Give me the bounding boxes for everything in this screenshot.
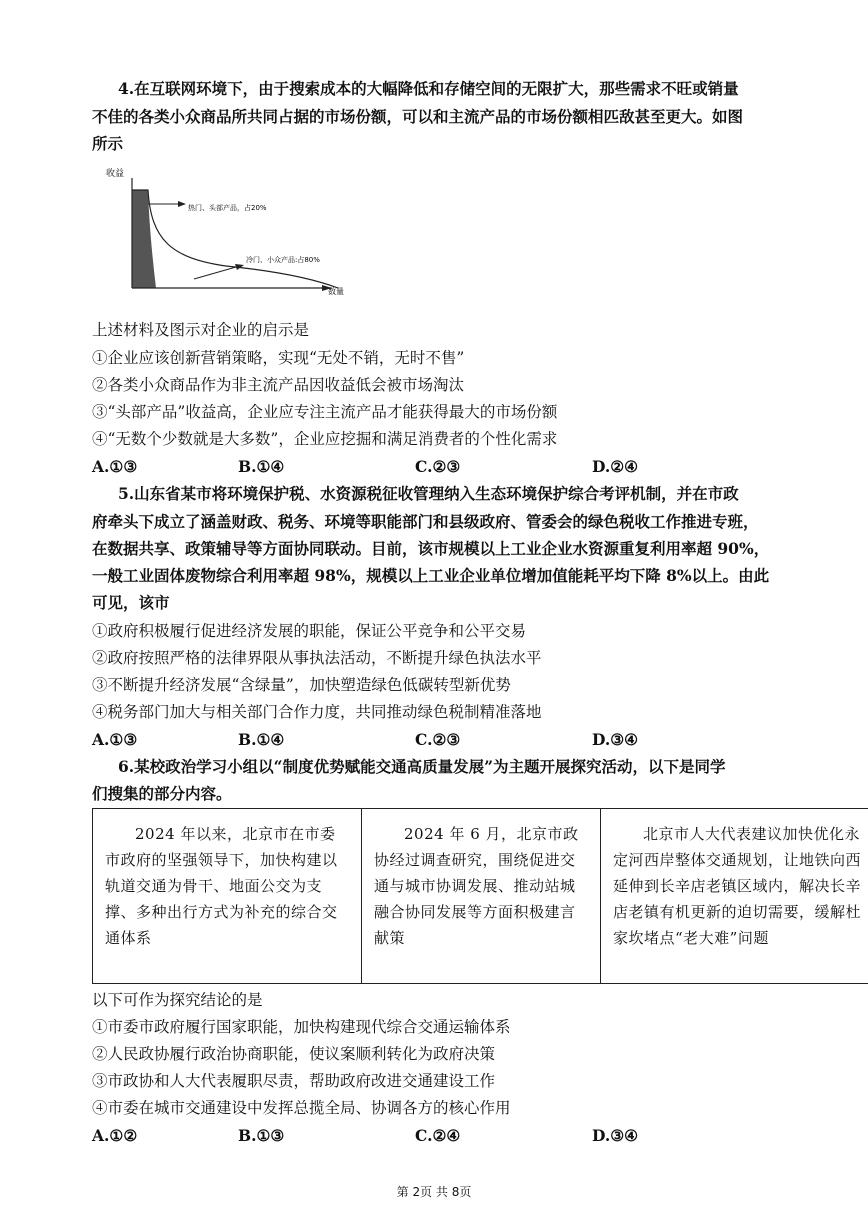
q4-stem-line-1: 4.在互联网环境下，由于搜索成本的大幅降低和存储空间的无限扩大，那些需求不旺或销量 xyxy=(118,79,739,98)
q5-item-3: ③不断提升经济发展“含绿量”，加快塑造绿色低碳转型新优势 xyxy=(92,676,511,694)
q5-option-b: B.①④ xyxy=(238,730,285,749)
q6-stem-line-2: 们搜集的部分内容。 xyxy=(92,784,232,803)
q5-stem-line-5: 可见，该市 xyxy=(92,593,170,612)
q5-item-1: ①政府积极履行促进经济发展的职能，保证公平竞争和公平交易 xyxy=(92,622,527,640)
q5-option-d: D.③④ xyxy=(592,730,639,749)
q5-option-a: A.①③ xyxy=(92,730,138,749)
q6-item-3: ③市政协和人大代表履职尽责，帮助政府改进交通建设工作 xyxy=(92,1072,496,1090)
material-cell-3: 北京市人大代表建议加快优化永定河西岸整体交通规划，让地铁向西延伸到长辛店老镇区域内，解决长辛店老镇有机更新的迫切需要，缓解杜家坎堵点“老大难”问题 xyxy=(601,809,868,984)
q6-option-a: A.①② xyxy=(92,1126,138,1145)
q6-option-d: D.③④ xyxy=(592,1126,639,1145)
q6-item-1: ①市委市政府履行国家职能，加快构建现代综合交通运输体系 xyxy=(92,1018,511,1036)
x-axis-label: 数量 xyxy=(328,287,344,296)
q5-stem-line-2: 府牵头下成立了涵盖财政、税务、环境等职能部门和县级政府、管委会的绿色税收工作推进专班， xyxy=(92,512,759,531)
q6-stem-line-1: 6.某校政治学习小组以“制度优势赋能交通高质量发展”为主题开展探究活动，以下是同学 xyxy=(118,757,726,776)
y-axis-label: 收益 xyxy=(106,169,125,179)
q4-option-c: C.②③ xyxy=(415,457,461,476)
material-cell-2: 2024 年 6 月，北京市政协经过调查研究，围绕促进交通与城市协调发展、推动站城融合协同发展等方面积极建言献策 xyxy=(362,809,601,984)
q5-item-4: ④税务部门加大与相关部门合作力度，共同推动绿色税制精准落地 xyxy=(92,703,542,721)
long-tail-chart xyxy=(96,160,356,300)
q4-stem-line-2: 不佳的各类小众商品所共同占据的市场份额，可以和主流产品的市场份额相匹敌甚至更大。如图 xyxy=(92,107,744,126)
head-annotation: 热门、头部产品，占20% xyxy=(188,204,267,212)
q4-option-a: A.①③ xyxy=(92,457,138,476)
material-cell-1: 2024 年以来，北京市在市委市政府的坚强领导下，加快构建以轨道交通为骨干、地面公交为支撑、多种出行方式为补充的综合交通体系 xyxy=(93,809,362,984)
q4-item-3: ③“头部产品”收益高，企业应专注主流产品才能获得最大的市场份额 xyxy=(92,403,558,421)
q5-stem-line-1: 5.山东省某市将环境保护税、水资源税征收管理纳入生态环境保护综合考评机制，并在市政 xyxy=(118,484,739,503)
q4-item-4: ④“无数个少数就是大多数”，企业应挖掘和满足消费者的个性化需求 xyxy=(92,430,558,448)
q4-option-d: D.②④ xyxy=(592,457,639,476)
q4-option-b: B.①④ xyxy=(238,457,285,476)
q6-item-2: ②人民政协履行政治协商职能，使议案顺利转化为政府决策 xyxy=(92,1045,496,1063)
tail-arrowhead xyxy=(235,264,244,270)
q4-stem-line-3: 所示 xyxy=(92,134,124,153)
q4-item-1: ①企业应该创新营销策略，实现“无处不销，无时不售” xyxy=(92,349,465,367)
q6-item-4: ④市委在城市交通建设中发挥总揽全局、协调各方的核心作用 xyxy=(92,1099,511,1117)
q6-option-c: C.②④ xyxy=(415,1126,461,1145)
q5-stem-line-3: 在数据共享、政策辅导等方面协同联动。目前，该市规模以上工业企业水资源重复利用率超 90%， xyxy=(92,539,770,558)
q5-item-2: ②政府按照严格的法律界限从事执法活动，不断提升绿色执法水平 xyxy=(92,649,542,667)
q5-option-c: C.②③ xyxy=(415,730,461,749)
q4-item-2: ②各类小众商品作为非主流产品因收益低会被市场淘汰 xyxy=(92,376,465,394)
tail-annotation: 冷门、小众产品:占80% xyxy=(246,256,320,264)
q5-stem-line-4: 一般工业固体废物综合利用率超 98%，规模以上工业企业单位增加值能耗平均下降 8%以上。由此 xyxy=(92,566,770,585)
head-arrowhead xyxy=(178,201,186,207)
q4-lead: 上述材料及图示对企业的启示是 xyxy=(92,321,310,339)
page-footer: 第 2页 共 8页 xyxy=(396,1185,472,1199)
tail-arrow xyxy=(194,267,236,279)
q6-lead: 以下可作为探究结论的是 xyxy=(92,991,263,1009)
q6-material-table xyxy=(92,808,868,984)
q6-option-b: B.①③ xyxy=(238,1126,285,1145)
head-area xyxy=(132,190,156,288)
